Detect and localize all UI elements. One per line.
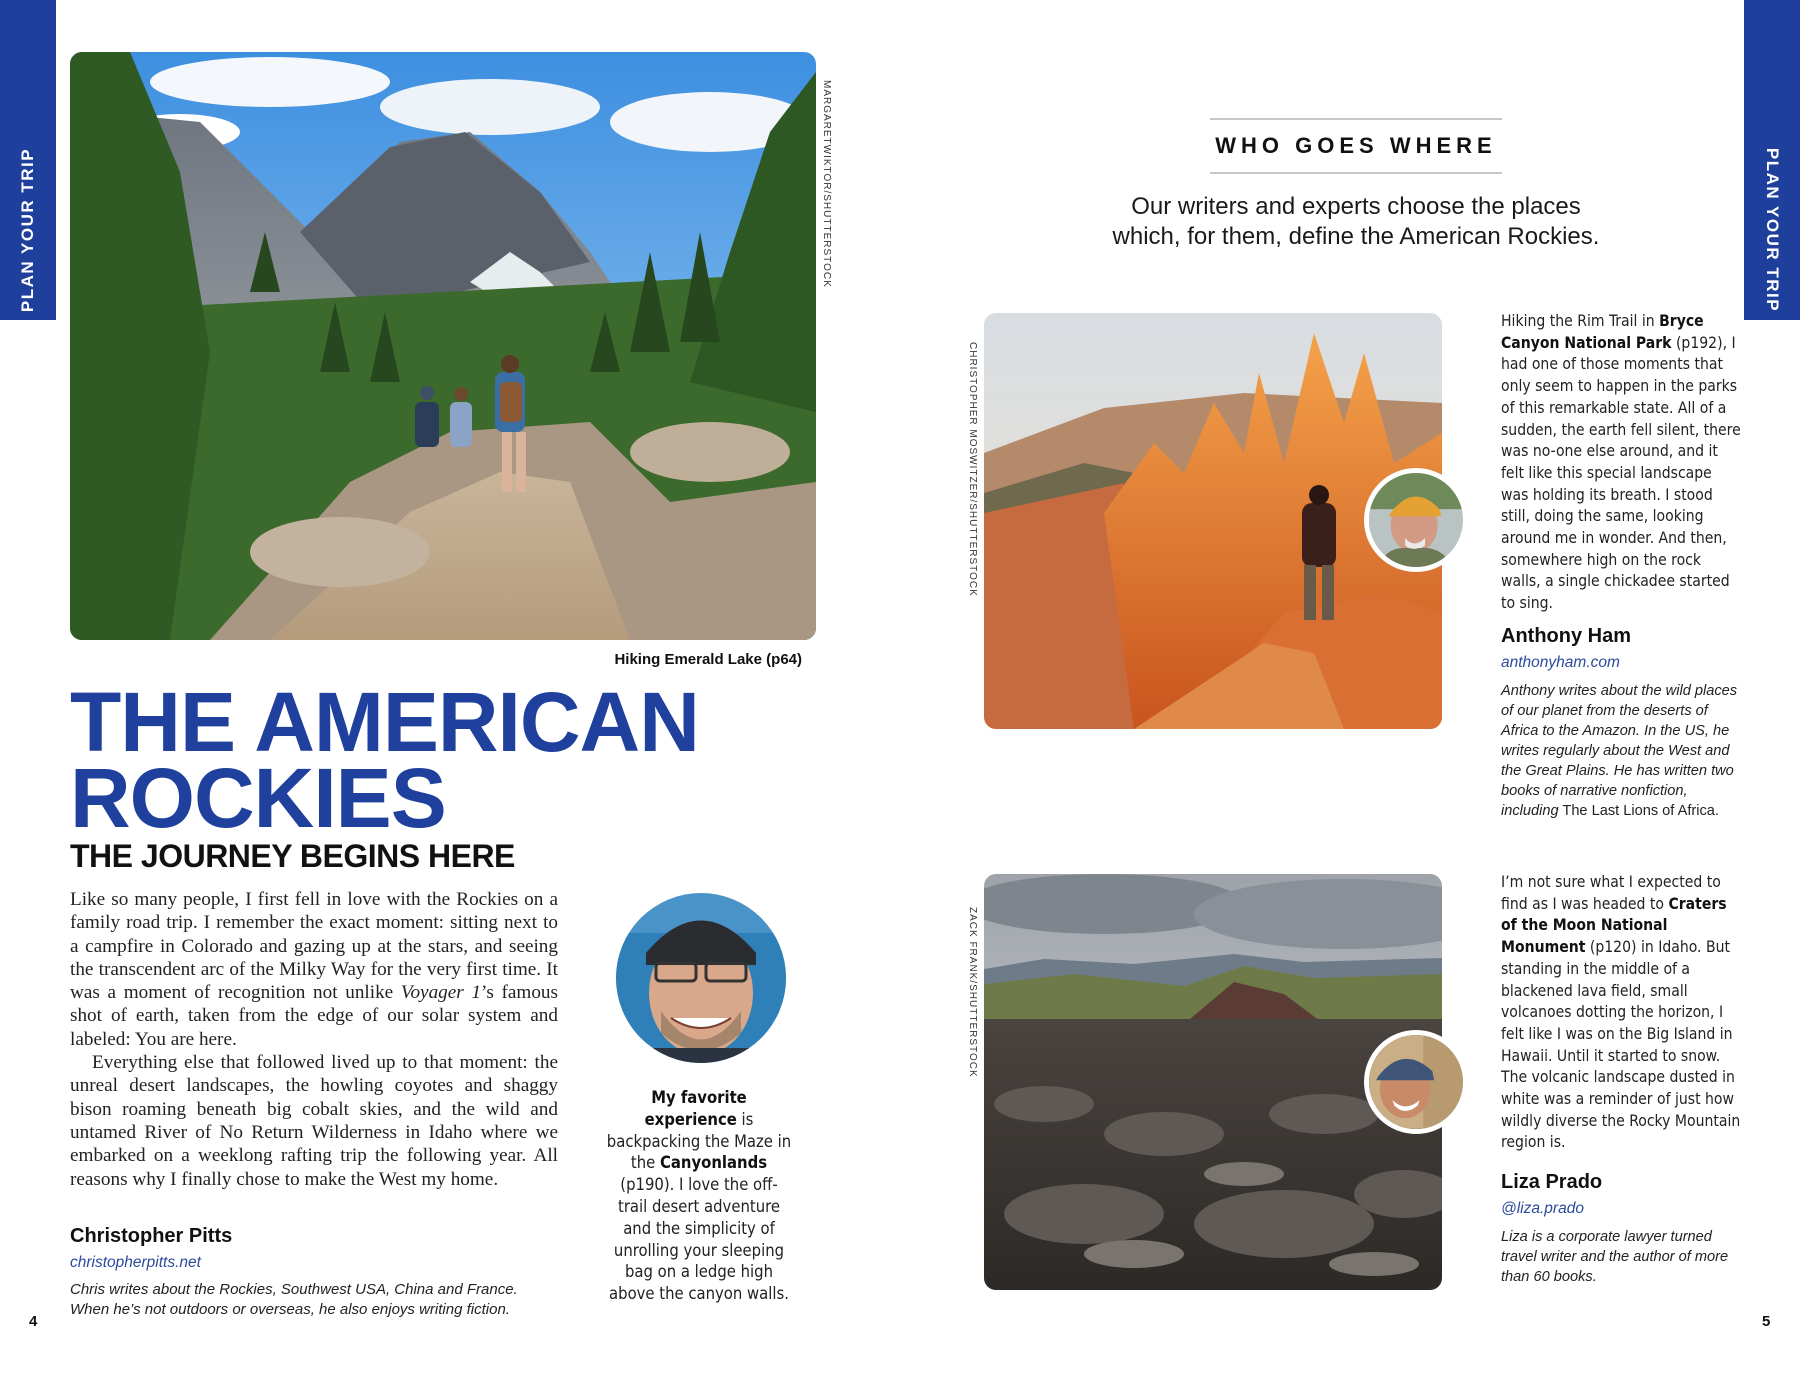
page-subtitle: THE JOURNEY BEGINS HERE: [70, 838, 515, 874]
author-social-link[interactable]: @liza.prado: [1501, 1200, 1584, 1217]
hero-photo-emerald-lake: [70, 52, 816, 640]
title-line-1: THE AMERICAN: [70, 675, 699, 769]
author-name: Christopher Pitts: [70, 1225, 233, 1247]
favorite-experience: My favorite experience is backpacking the Maze in the Canyonlands (p190). I love the off-trail desert adventure and the simplicity of unrolling your sleeping bag on a ledge high above the canyon walls.: [606, 1088, 792, 1304]
photo-caption: Hiking Emerald Lake (p64): [614, 651, 802, 668]
author-name: Liza Prado: [1501, 1171, 1603, 1193]
author-website-link[interactable]: anthonyham.com: [1501, 654, 1620, 671]
paragraph-2: Everything else that followed lived up to that moment: the unreal desert landscapes, the howling coyotes and shaggy bison roaming beneath big cobalt skies, and the wild and untamed River of No Return Wilderness in Idaho where we embarked on a weeklong rafting trip the following year. All reasons why I finally chose to make the West my home.: [70, 1052, 558, 1190]
section-intro: Our writers and experts choose the places which, for them, define the American Rockies.: [1112, 193, 1600, 250]
avatar-liza-prado: [1364, 1030, 1468, 1134]
section-title: WHO GOES WHERE: [1215, 133, 1497, 158]
section-tab-left: [0, 0, 56, 320]
photo-credit: ZACK FRANK/SHUTTERSTOCK: [967, 907, 978, 1078]
story-craters-of-the-moon: I’m not sure what I expected to find as I was headed to Craters of the Moon National Monument (p120) in Idaho. But standing in the middle of a blackened lava field, small volcanoes dotting the horizon, I felt like I was on the Big Island in Hawaii. Until it started to snow. The volcanic landscape dusted in white was a reminder of just how wildly diverse the Rocky Mountain region is.: [1501, 873, 1741, 1152]
title-line-2: ROCKIES: [70, 751, 446, 845]
avatar-anthony-ham: [1364, 468, 1468, 572]
paragraph-1: Like so many people, I first fell in love with the Rockies on a family road trip. I remember the exact moment: sitting next to a campfire in Colorado and gazing up at the stars, and seeing the transcendent arc of the Milky Way for the very first time. It was a moment of recognition not unlike Voyager 1’s famous shot of earth, taken from the edge of our solar system and labeled: You are here.: [70, 889, 558, 1050]
author-name: Anthony Ham: [1501, 625, 1631, 647]
author-website-link[interactable]: christopherpitts.net: [70, 1254, 201, 1271]
avatar-christopher-pitts: [616, 893, 786, 1063]
section-tab-right: [1744, 0, 1800, 320]
story-bryce-canyon: Hiking the Rim Trail in Bryce Canyon National Park (p192), I had one of those moments that only seem to happen in the parks of this remarkable state. All of a sudden, the earth fell silent, there was no-one else around, and it felt like this special landscape was holding its breath. I stood still, doing the same, looking around me in wonder. And then, somewhere high on the rock walls, a single chickadee started to sing.: [1501, 312, 1741, 613]
section-heading: [1210, 118, 1502, 174]
page-title: [70, 675, 699, 845]
section-tab-label: PLAN YOUR TRIP: [1763, 147, 1782, 313]
author-bio: Chris writes about the Rockies, Southwest USA, China and France. When he’s not outdoors or overseas, he also enjoys writing fiction.: [70, 1281, 518, 1318]
photo-credit: CHRISTOPHER MOSWITZER/SHUTTERSTOCK: [967, 342, 978, 597]
intro-article: [70, 888, 558, 1191]
page-number-left: 4: [29, 1313, 38, 1330]
photo-credit: MARGARETWIKTOR/SHUTTERSTOCK: [821, 80, 832, 288]
section-tab-label: PLAN YOUR TRIP: [18, 147, 37, 313]
page-number-right: 5: [1762, 1313, 1771, 1330]
author-bio: Liza is a corporate lawyer turned travel writer and the author of more than 60 books.: [1501, 1229, 1729, 1285]
author-bio: Anthony writes about the wild places of our planet from the deserts of Africa to the Amazon. In the US, he writes regularly about the West and the Great Plains. He has written two books of narrative nonfiction, including The Last Lions of Africa.: [1501, 683, 1738, 819]
